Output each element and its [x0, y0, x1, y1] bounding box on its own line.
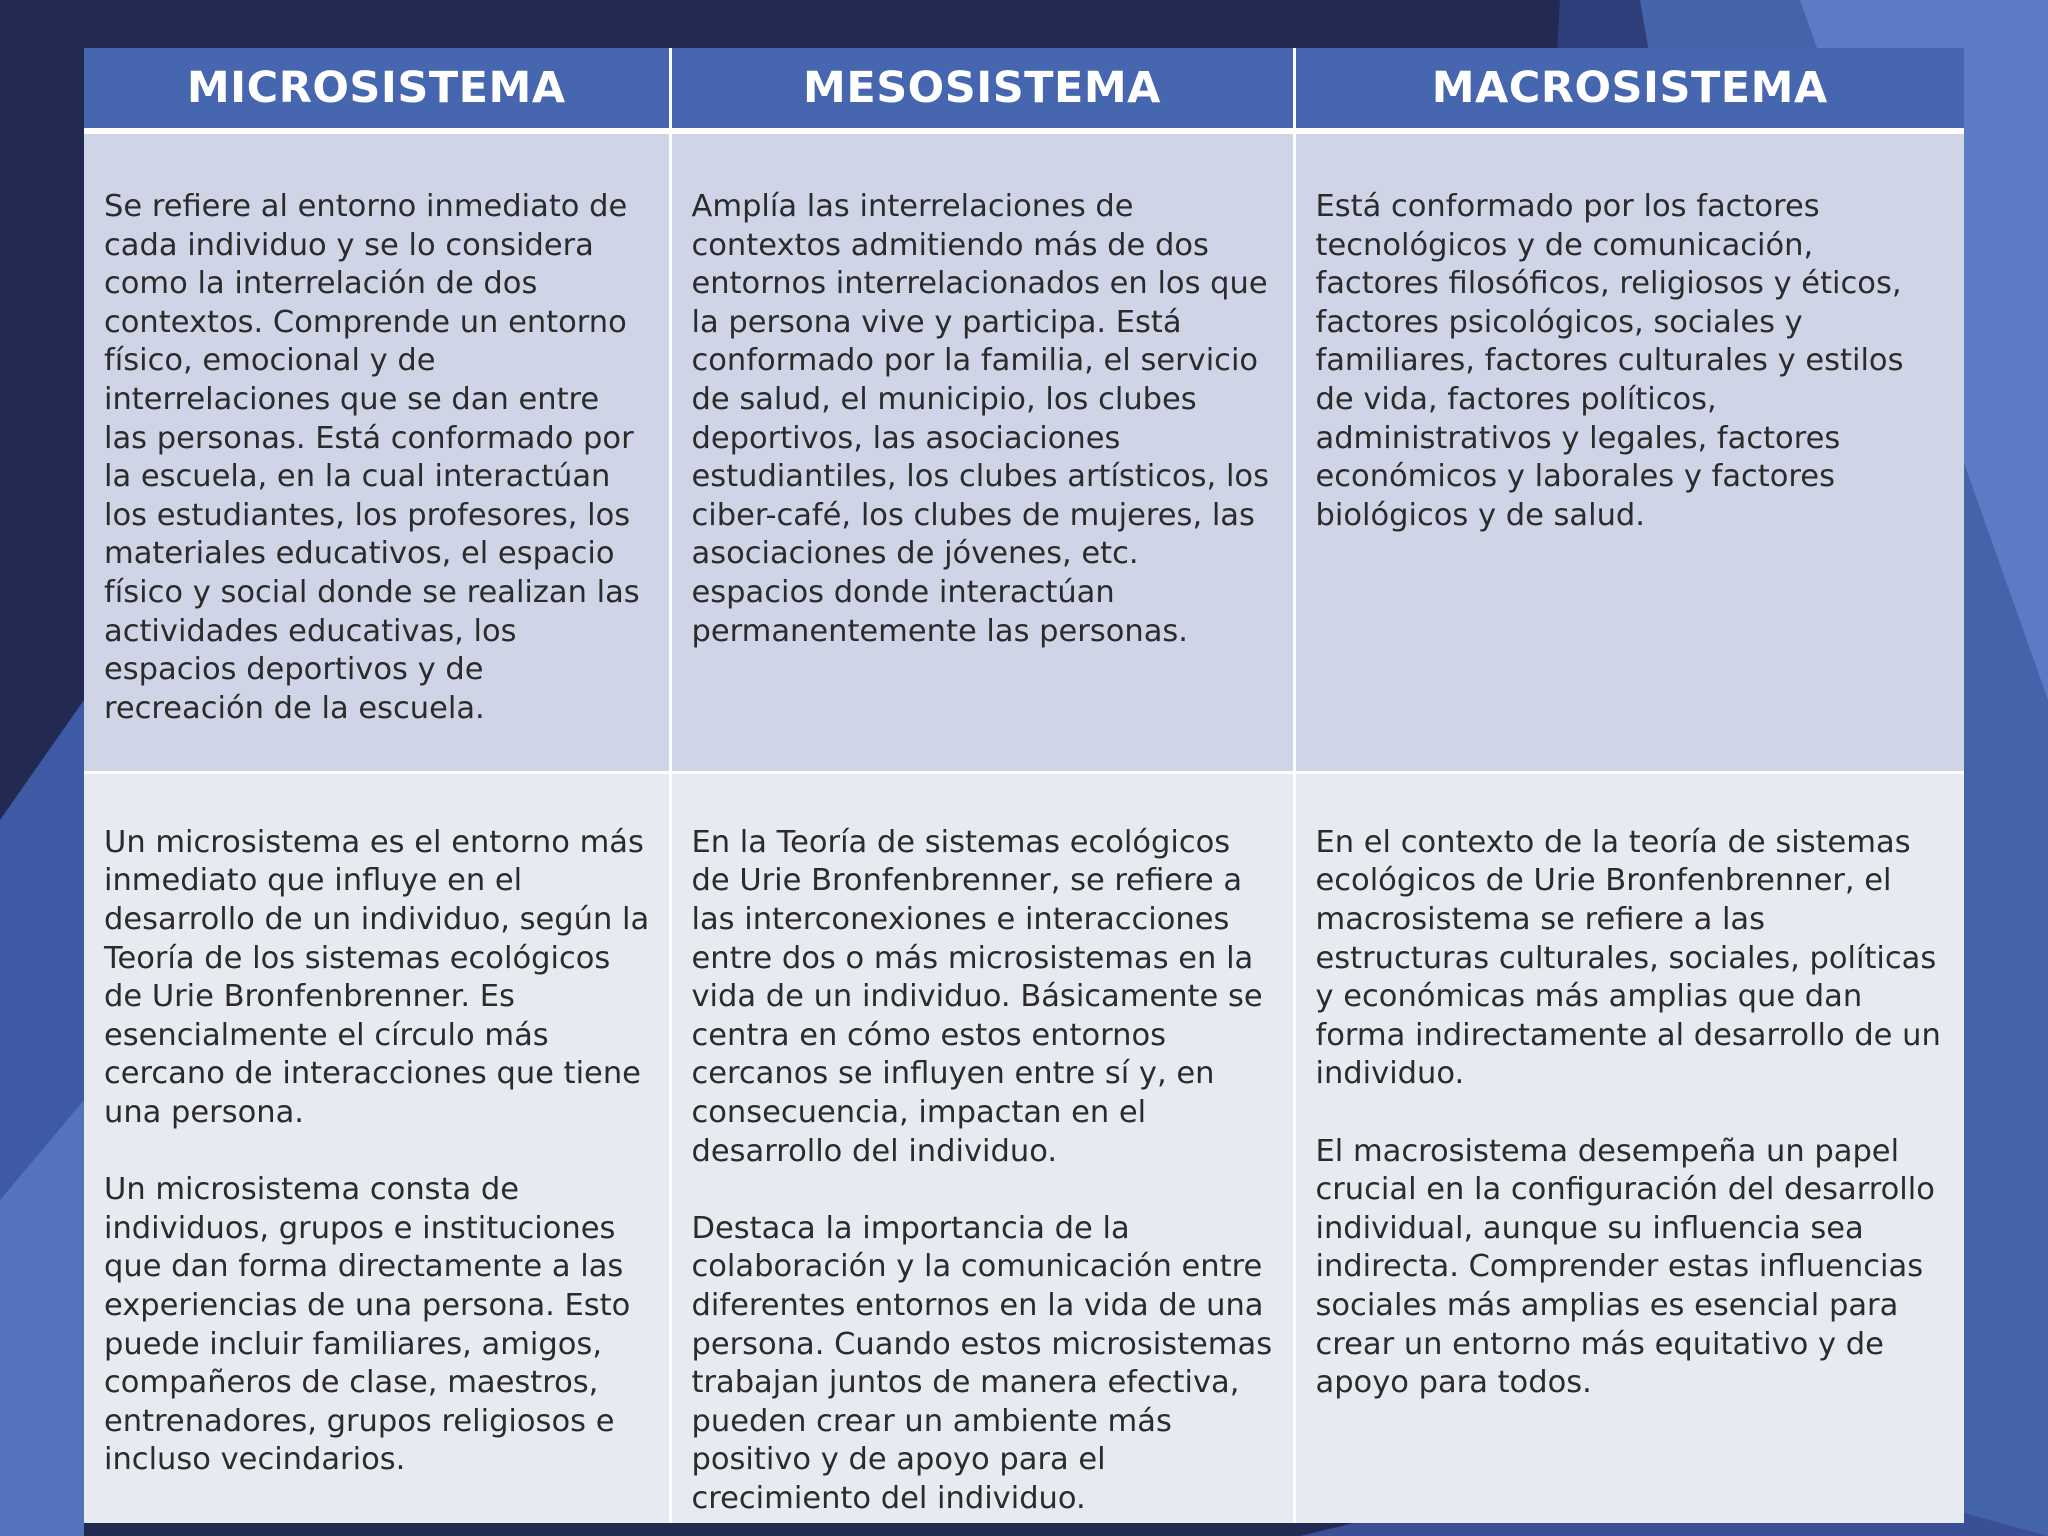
cell-mesosistema-definition [670, 131, 1294, 772]
header-macrosistema: MACROSISTEMA [1294, 48, 1964, 131]
cell-macrosistema-definition [1294, 131, 1964, 772]
header-microsistema: MICROSISTEMA [84, 48, 670, 131]
cell-microsistema-definition [84, 131, 670, 772]
cell-macrosistema-explanation [1294, 772, 1964, 1523]
table-row-definitions [84, 131, 1964, 772]
cell-microsistema-explanation [84, 772, 670, 1523]
cell-paragraph: Amplía las interrelaciones de contextos admitiendo más de dos entornos interrelacionados en los que la persona vive y participa. Está conformado por la familia, el servicio de salud, el municipio, los clubes deportivos, las asociaciones estudiantiles, los clubes artísticos, los ciber-café, los clubes de mujeres, las asociaciones de jóvenes, etc. espacios donde interactúan permanentemente las personas. [691, 189, 1269, 649]
cell-paragraph: En el contexto de la teoría de sistemas ecológicos de Urie Bronfenbrenner, el macrosistema se refiere a las estructuras culturales, sociales, políticas y económicas más amplias que dan forma indirectamente al desarrollo de un individuo. [1315, 824, 1941, 1092]
cell-paragraph: Un microsistema es el entorno más inmediato que influye en el desarrollo de un individuo, según la Teoría de los sistemas ecológicos de Urie Bronfenbrenner. Es esencialmente el círculo más cercano de interacciones que tiene una persona. [104, 824, 650, 1131]
cell-paragraph: Destaca la importancia de la colaboración y la comunicación entre diferentes entornos en la vida de una persona. Cuando estos microsistemas trabajan juntos de manera efectiva, pueden crear un ambiente más positivo y de apoyo para el crecimiento del individuo. [691, 1210, 1273, 1516]
cell-paragraph: Se refiere al entorno inmediato de cada individuo y se lo considera como la interrelación de dos contextos. Comprende un entorno físico, emocional y de interrelaciones que se dan entre las personas. Está conformado por la escuela, en la cual interactúan los estudiantes, los profesores, los materiales educativos, el espacio físico y social donde se realizan las actividades educativas, los espacios deportivos y de recreación de la escuela. [104, 189, 640, 726]
header-mesosistema: MESOSISTEMA [670, 48, 1294, 131]
cell-mesosistema-explanation [670, 772, 1294, 1523]
header-row [84, 48, 1964, 131]
cell-paragraph: En la Teoría de sistemas ecológicos de Urie Bronfenbrenner, se refiere a las interconexiones e interacciones entre dos o más microsistemas en la vida de un individuo. Básicamente se centra en cómo estos entornos cercanos se influyen entre sí y, en consecuencia, impactan en el desarrollo del individuo. [691, 824, 1263, 1169]
cell-paragraph: Un microsistema consta de individuos, grupos e instituciones que dan forma directamente a las experiencias de una persona. Esto puede incluir familiares, amigos, compañeros de clase, maestros, entrenadores, grupos religiosos e incluso vecindarios. [104, 1172, 631, 1478]
ecological-systems-table [84, 48, 1964, 1523]
cell-paragraph: Está conformado por los factores tecnológicos y de comunicación, factores filosóficos, religiosos y éticos, factores psicológicos, sociales y familiares, factores culturales y estilos de vida, factores políticos, administrativos y legales, factores económicos y laborales y factores biológicos y de salud. [1315, 189, 1904, 533]
table-row-explanations [84, 772, 1964, 1523]
cell-paragraph: El macrosistema desempeña un papel crucial en la configuración del desarrollo individual, aunque su influencia sea indirecta. Comprender estas influencias sociales más amplias es esencial para crear un entorno más equitativo y de apoyo para todos. [1315, 1133, 1935, 1401]
